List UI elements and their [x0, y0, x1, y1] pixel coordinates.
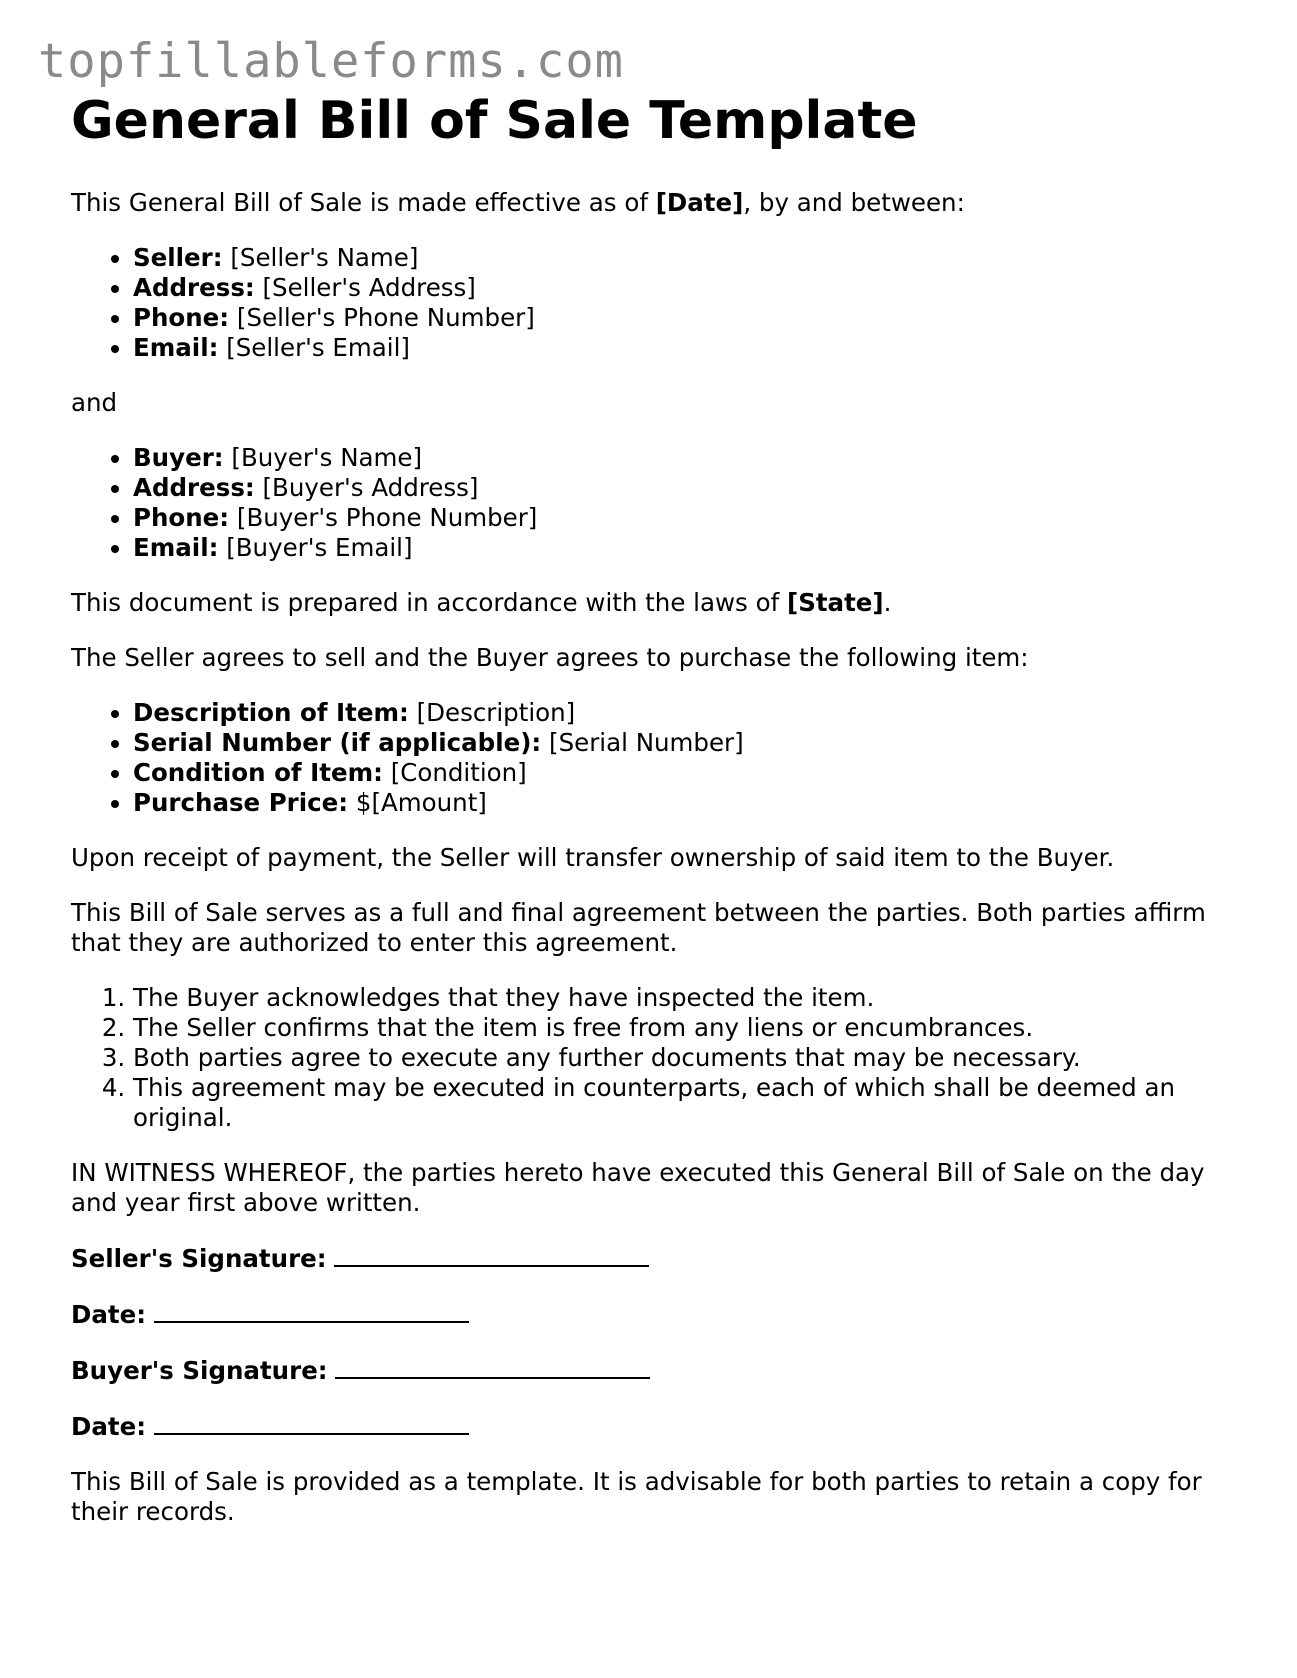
seller-signature-field[interactable] — [334, 1243, 649, 1267]
watermark-logo: topfillableforms.com — [38, 34, 624, 89]
field-value: [Seller's Address] — [254, 273, 476, 302]
list-item — [133, 303, 1231, 333]
list-item — [133, 243, 1231, 273]
list-item — [133, 473, 1231, 503]
field-value: $[Amount] — [348, 788, 487, 817]
and-text: and — [71, 388, 118, 417]
laws-paragraph — [71, 588, 1231, 618]
buyer-signature-label: Buyer's Signature: — [71, 1356, 328, 1385]
buyer-signature-line — [71, 1355, 1231, 1386]
list-item: 3. Both parties agree to execute any further documents that may be necessary. — [133, 1043, 1231, 1073]
intro-paragraph — [71, 188, 1231, 218]
list-item — [133, 443, 1231, 473]
list-item: 2. The Seller confirms that the item is free from any liens or encumbrances. — [133, 1013, 1231, 1043]
field-label: Condition of Item: — [133, 758, 383, 787]
list-item — [133, 273, 1231, 303]
field-value: [Buyer's Phone Number] — [229, 503, 538, 532]
laws-text-end: . — [883, 588, 892, 617]
list-item: 1. The Buyer acknowledges that they have inspected the item. — [133, 983, 1231, 1013]
list-item — [133, 698, 1231, 728]
buyer-date-field[interactable] — [154, 1411, 469, 1435]
field-value: [Seller's Name] — [222, 243, 419, 272]
terms-list — [71, 983, 1231, 1133]
transfer-paragraph: Upon receipt of payment, the Seller will transfer ownership of said item to the Buyer. — [71, 843, 1115, 872]
list-item — [133, 333, 1231, 363]
date-placeholder: [Date] — [655, 188, 744, 217]
field-label: Address: — [133, 473, 255, 502]
buyer-date-line — [71, 1411, 1231, 1442]
seller-signature-line — [71, 1243, 1231, 1274]
field-value: [Buyer's Name] — [223, 443, 423, 472]
agree-paragraph: The Seller agrees to sell and the Buyer agrees to purchase the following item: — [71, 643, 1029, 672]
buyer-date-label: Date: — [71, 1412, 146, 1441]
document-title: General Bill of Sale Template — [71, 91, 918, 151]
seller-signature-label: Seller's Signature: — [71, 1244, 327, 1273]
seller-date-line — [71, 1299, 1231, 1330]
list-item — [133, 758, 1231, 788]
field-value: [Buyer's Address] — [254, 473, 479, 502]
field-label: Serial Number (if applicable): — [133, 728, 542, 757]
field-value: [Serial Number] — [541, 728, 744, 757]
item-details-list — [71, 698, 1231, 818]
agreement-paragraph: This Bill of Sale serves as a full and final agreement between the parties. Both parties affirm that they are authorized to enter this agreement. — [71, 898, 1206, 957]
field-label: Address: — [133, 273, 255, 302]
field-label: Description of Item: — [133, 698, 409, 727]
seller-details-list — [71, 243, 1231, 363]
document-body — [71, 90, 1231, 1552]
buyer-details-list — [71, 443, 1231, 563]
field-label: Email: — [133, 533, 219, 562]
field-value: [Description] — [408, 698, 576, 727]
list-item — [133, 503, 1231, 533]
seller-date-field[interactable] — [154, 1299, 469, 1323]
field-value: [Seller's Email] — [218, 333, 410, 362]
buyer-signature-field[interactable] — [335, 1355, 650, 1379]
closing-paragraph: This Bill of Sale is provided as a template. It is advisable for both parties to retain a copy for their records. — [71, 1467, 1202, 1526]
field-value: [Condition] — [382, 758, 527, 787]
seller-date-label: Date: — [71, 1300, 146, 1329]
field-label: Purchase Price: — [133, 788, 349, 817]
field-label: Phone: — [133, 503, 230, 532]
list-item: 4. This agreement may be executed in counterparts, each of which shall be deemed an original. — [133, 1073, 1231, 1133]
field-label: Seller: — [133, 243, 223, 272]
field-value: [Seller's Phone Number] — [229, 303, 535, 332]
field-label: Phone: — [133, 303, 230, 332]
list-item — [133, 788, 1231, 818]
field-label: Buyer: — [133, 443, 224, 472]
intro-text: This General Bill of Sale is made effective as of — [71, 188, 656, 217]
witness-paragraph: IN WITNESS WHEREOF, the parties hereto have executed this General Bill of Sale on the day and year first above written. — [71, 1158, 1205, 1217]
intro-text-end: , by and between: — [743, 188, 965, 217]
state-placeholder: [State] — [787, 588, 884, 617]
list-item — [133, 533, 1231, 563]
field-value: [Buyer's Email] — [218, 533, 413, 562]
field-label: Email: — [133, 333, 219, 362]
laws-text: This document is prepared in accordance with the laws of — [71, 588, 787, 617]
list-item — [133, 728, 1231, 758]
